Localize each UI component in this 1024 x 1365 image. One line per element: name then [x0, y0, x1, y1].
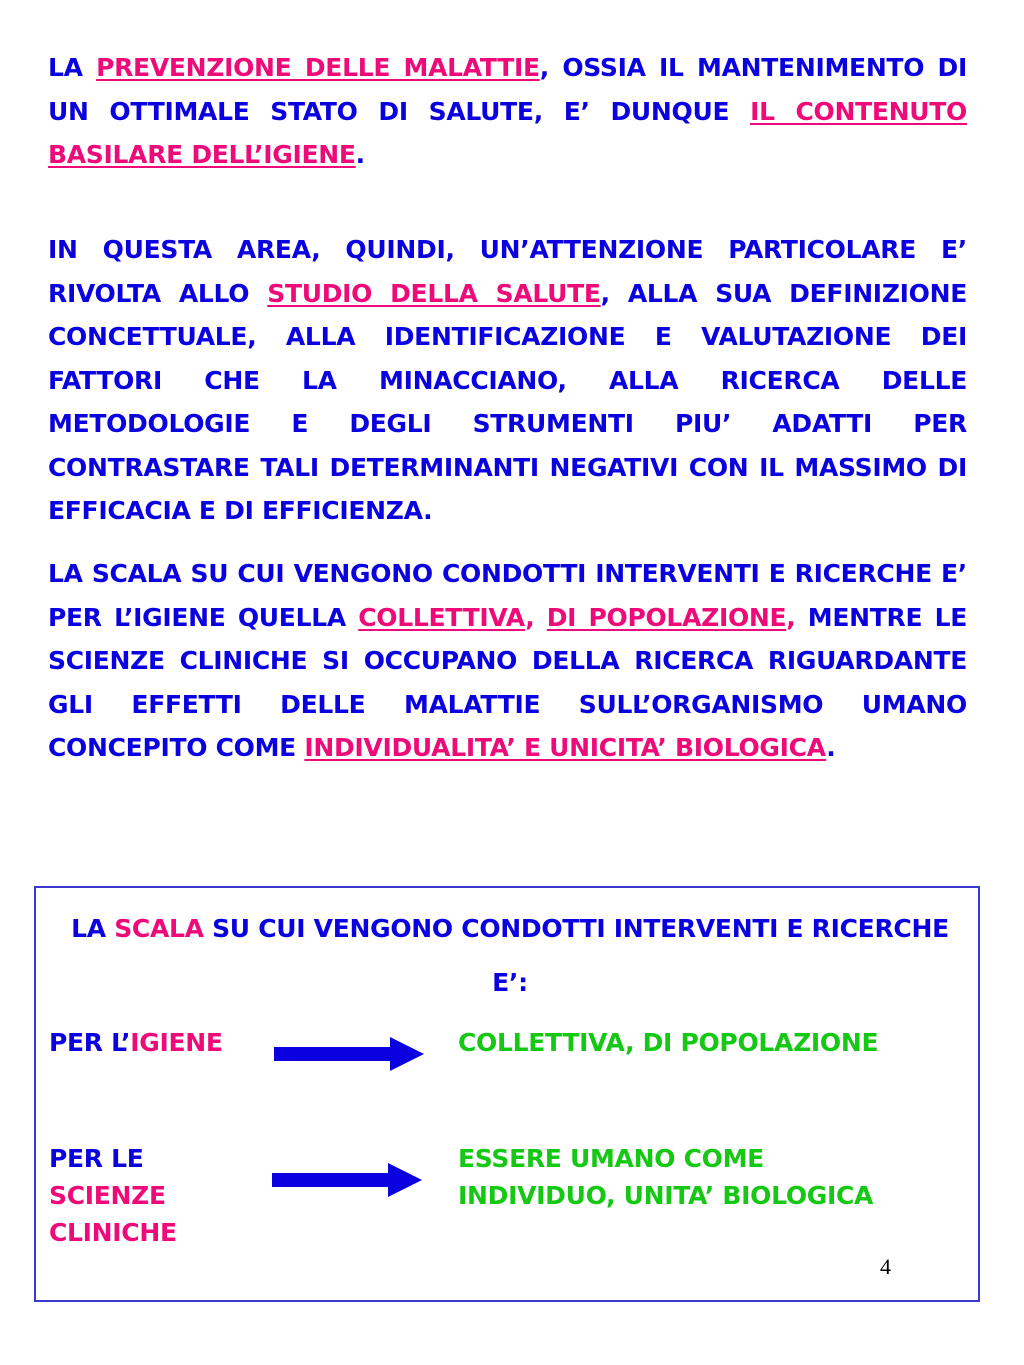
text: LA — [48, 53, 97, 82]
highlight-contenuto-basilare: IL CONTENUTO BASILARE DELL’IGIENE — [48, 96, 967, 169]
comma: , — [786, 602, 796, 632]
highlight-studio-salute: STUDIO DELLA SALUTE — [267, 278, 601, 308]
text: . — [826, 733, 836, 762]
value-line: ESSERE UMANO COME — [458, 1144, 764, 1173]
text: , ALLA SUA DEFINIZIONE CONCETTUALE, ALLA IDENTIFICAZIONE E VALUTAZIONE DEI FATTORI CHE LA MINACCIANO, ALLA RICERCA DELLE METODOLOGIE E DEGLI STRUMENTI PIU’ ADATTI PER CONTRASTARE TALI DETERMINANTI NEGATIVI CON IL MASSIMO DI EFFICACIA E DI EFFICIENZA. — [48, 278, 967, 525]
highlight-prevenzione: PREVENZIONE DELLE MALATTIE — [96, 53, 540, 82]
value-line: INDIVIDUO, UNITA’ BIOLOGICA — [458, 1181, 874, 1210]
keyword-igiene: IGIENE — [130, 1028, 223, 1057]
right-arrow-icon — [272, 1163, 424, 1197]
row-scienze-value — [458, 1140, 873, 1214]
paragraph-health-study — [48, 228, 967, 533]
summary-box — [34, 886, 980, 1302]
paragraph-prevention — [48, 46, 967, 177]
right-arrow-icon — [274, 1037, 426, 1071]
text: IN QUESTA AREA, QUINDI, UN’ATTENZIONE PARTICOLARE E’ RIVOLTA ALLO — [48, 235, 967, 308]
keyword-scienze: SCIENZE — [49, 1181, 166, 1210]
page-number: 4 — [880, 1254, 891, 1279]
separator: , — [525, 602, 547, 632]
text: PER L’ — [49, 1028, 131, 1057]
text: LA SCALA SU CUI VENGONO CONDOTTI INTERVENTI E RICERCHE E’ PER L’IGIENE QUELLA — [48, 559, 967, 632]
keyword-cliniche: CLINICHE — [49, 1218, 177, 1247]
row-scienze-label — [49, 1140, 177, 1251]
label-line: PER LE — [49, 1144, 144, 1173]
text: SU CUI VENGONO CONDOTTI INTERVENTI E RICERCHE E’: — [203, 914, 949, 997]
paragraph-scale — [48, 552, 967, 770]
row-igiene-label — [49, 1024, 223, 1061]
text: LA — [71, 914, 115, 943]
box-title — [50, 902, 970, 1010]
highlight-individualita: INDIVIDUALITA’ E UNICITA’ BIOLOGICA — [304, 733, 827, 762]
text: MENTRE LE SCIENZE CLINICHE SI OCCUPANO DELLA RICERCA RIGUARDANTE GLI EFFETTI DELLE MALATTIE SULL’ORGANISMO UMANO CONCEPITO COME — [48, 602, 967, 762]
keyword-scala: SCALA — [114, 914, 204, 943]
text: . — [355, 140, 365, 169]
highlight-collettiva: COLLETTIVA — [358, 602, 526, 632]
highlight-popolazione: DI POPOLAZIONE — [546, 602, 787, 632]
row-igiene-value: COLLETTIVA, DI POPOLAZIONE — [458, 1028, 879, 1057]
text: , OSSIA IL MANTENIMENTO DI UN OTTIMALE STATO DI SALUTE, E’ DUNQUE — [48, 53, 967, 126]
